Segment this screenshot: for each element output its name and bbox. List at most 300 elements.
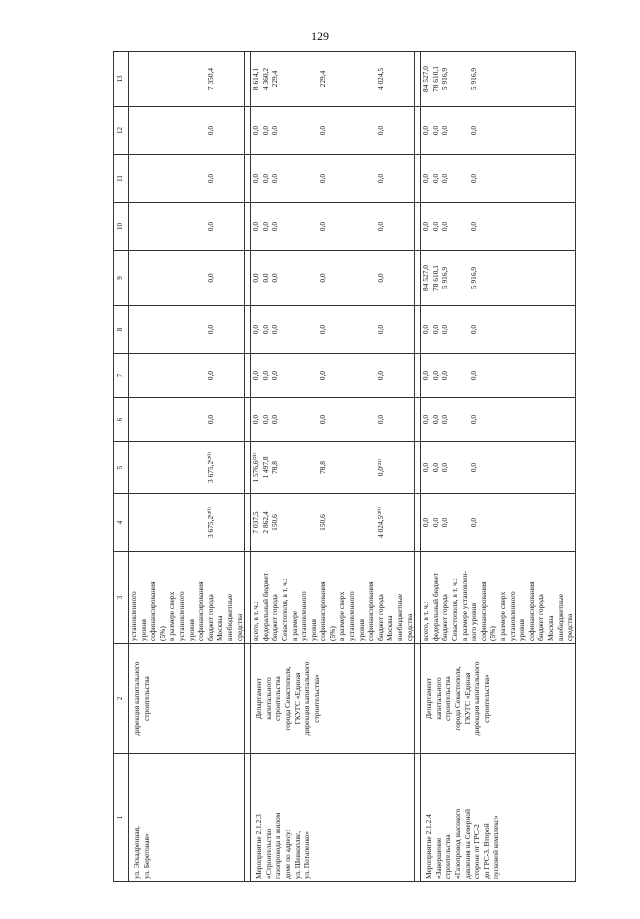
value-line xyxy=(536,157,546,200)
value-line xyxy=(479,54,489,104)
value-line xyxy=(337,157,347,200)
value-line xyxy=(148,356,158,395)
text-line: строительства xyxy=(443,834,453,879)
value-cell-col-4 xyxy=(251,494,415,552)
value-line xyxy=(357,444,367,491)
value-line xyxy=(196,205,206,248)
value-line xyxy=(556,444,566,491)
value-line: 150,6 xyxy=(270,514,280,531)
value-line xyxy=(177,157,187,200)
value-line xyxy=(299,54,309,104)
value-line xyxy=(158,308,168,351)
value-line: 0,0 xyxy=(251,370,261,381)
value-cell-col-13 xyxy=(421,52,576,107)
value-line xyxy=(385,54,395,104)
text-line: федеральный бюджет xyxy=(260,572,270,641)
value-line: 78,8 xyxy=(318,461,328,474)
value-cell-col-11 xyxy=(251,155,415,203)
value-line xyxy=(139,400,149,439)
value-line: 4 024,5 xyxy=(375,67,385,91)
value-line: 0,0 xyxy=(205,324,215,335)
value-line xyxy=(405,308,415,351)
value-line xyxy=(479,308,489,351)
value-line xyxy=(527,444,537,491)
text-line: в размере сверх xyxy=(337,591,347,641)
value-line xyxy=(527,205,537,248)
col-header-2: 2 xyxy=(114,644,129,754)
value-line xyxy=(498,253,508,303)
text-line: доме по адресу: xyxy=(282,829,292,879)
value-line xyxy=(488,308,498,351)
value-line: 78,8 xyxy=(270,461,280,474)
value-line xyxy=(460,444,470,491)
value-line xyxy=(299,496,309,549)
value-line xyxy=(337,308,347,351)
value-line xyxy=(347,109,357,152)
text-line: бюджет города xyxy=(536,594,546,641)
value-line xyxy=(158,157,168,200)
text-line: федеральный бюджет xyxy=(430,572,440,641)
value-line xyxy=(395,400,405,439)
value-line xyxy=(488,356,498,395)
value-line xyxy=(148,205,158,248)
text-line: установленного xyxy=(129,591,138,641)
value-line xyxy=(225,308,235,351)
value-line xyxy=(299,109,309,152)
value-line xyxy=(328,444,338,491)
text-line: города Севастополя, xyxy=(282,666,292,731)
value-line xyxy=(139,253,149,303)
value-line xyxy=(328,308,338,351)
value-line: 0,0 xyxy=(260,324,270,335)
value-line xyxy=(299,157,309,200)
value-line xyxy=(460,157,470,200)
value-line xyxy=(357,253,367,303)
value-line xyxy=(450,109,460,152)
value-line xyxy=(177,400,187,439)
value-line xyxy=(280,308,290,351)
value-line: 0,0 xyxy=(270,173,280,184)
text-line: средства xyxy=(565,613,575,641)
text-line: пусковой комплекс» xyxy=(491,815,501,879)
value-line xyxy=(215,356,225,395)
value-line: 0,0 xyxy=(205,273,215,283)
value-line xyxy=(357,157,367,200)
value-line xyxy=(129,157,139,200)
value-line xyxy=(167,496,177,549)
value-line xyxy=(556,205,566,248)
text-line: внебюджетные xyxy=(224,593,234,641)
value-line xyxy=(167,54,177,104)
funding-source-cell xyxy=(129,552,245,644)
value-line xyxy=(460,400,470,439)
value-line xyxy=(290,400,300,439)
value-line xyxy=(357,496,367,549)
value-line: 78 610,1 xyxy=(430,66,440,92)
value-cell-col-5 xyxy=(251,442,415,494)
text-line: бюджет города xyxy=(270,594,280,641)
value-line xyxy=(167,400,177,439)
value-line xyxy=(498,496,508,549)
value-line xyxy=(215,157,225,200)
value-line: 0,0 xyxy=(430,125,440,136)
value-line xyxy=(177,356,187,395)
value-line: 5 916,9 xyxy=(469,67,479,91)
text-line: ул. Потапенко» xyxy=(302,831,312,879)
value-line xyxy=(395,356,405,395)
value-line xyxy=(299,356,309,395)
value-line: 0,0 xyxy=(440,517,450,528)
text-line: установленного xyxy=(347,591,357,641)
value-line xyxy=(405,54,415,104)
col-header-11: 11 xyxy=(114,155,129,203)
text-line: ГКУГС «Единая xyxy=(292,672,302,725)
value-line xyxy=(556,54,566,104)
value-line xyxy=(158,205,168,248)
value-line xyxy=(536,253,546,303)
value-line xyxy=(498,308,508,351)
rotated-table-container xyxy=(113,52,580,882)
value-line xyxy=(460,356,470,395)
text-line: Москвы xyxy=(215,615,225,641)
value-line xyxy=(347,54,357,104)
value-line xyxy=(508,54,518,104)
value-line xyxy=(546,54,556,104)
value-line xyxy=(167,205,177,248)
text-line: установленного xyxy=(176,591,186,641)
text-line: строительства» xyxy=(311,674,321,723)
value-line xyxy=(450,253,460,303)
value-line xyxy=(177,205,187,248)
value-line: 0,0 xyxy=(440,414,450,425)
value-line xyxy=(235,444,245,491)
text-line: бюджет города xyxy=(205,594,215,641)
value-line xyxy=(187,109,197,152)
value-line xyxy=(299,205,309,248)
value-line: 0,0 xyxy=(318,273,328,283)
value-line xyxy=(309,356,319,395)
value-line xyxy=(517,356,527,395)
value-line xyxy=(280,496,290,549)
value-line xyxy=(395,496,405,549)
value-line xyxy=(139,54,149,104)
value-line xyxy=(357,356,367,395)
value-line xyxy=(508,496,518,549)
value-line xyxy=(498,109,508,152)
page-number: 129 xyxy=(311,29,329,43)
value-line xyxy=(405,157,415,200)
value-line xyxy=(235,356,245,395)
value-line xyxy=(299,400,309,439)
value-line xyxy=(187,444,197,491)
value-line xyxy=(148,109,158,152)
value-cell-col-12 xyxy=(421,107,576,155)
text-line: ул. Шевкопляс, xyxy=(292,830,302,879)
value-cell-col-4 xyxy=(421,494,576,552)
value-cell-col-8 xyxy=(129,306,245,354)
value-line xyxy=(479,356,489,395)
value-line xyxy=(366,400,376,439)
col-header-8: 8 xyxy=(114,306,129,354)
value-line xyxy=(479,205,489,248)
value-line: 0,0 xyxy=(318,324,328,335)
value-line xyxy=(405,400,415,439)
value-line xyxy=(347,444,357,491)
value-line xyxy=(280,253,290,303)
col-header-5: 5 xyxy=(114,442,129,494)
col-header-10: 10 xyxy=(114,203,129,251)
text-line: строительства» xyxy=(481,674,491,723)
value-line xyxy=(158,444,168,491)
value-line: 0,0 xyxy=(270,324,280,335)
value-line xyxy=(498,157,508,200)
value-line: 5 916,9 xyxy=(440,266,450,290)
value-line: 150,6 xyxy=(318,514,328,531)
value-line xyxy=(527,253,537,303)
value-line: 0,0 xyxy=(421,324,431,335)
value-line xyxy=(479,444,489,491)
value-cell-col-12 xyxy=(129,107,245,155)
value-line xyxy=(546,444,556,491)
value-cell-col-11 xyxy=(129,155,245,203)
value-line xyxy=(215,54,225,104)
value-line xyxy=(546,308,556,351)
value-line xyxy=(385,308,395,351)
value-line xyxy=(508,444,518,491)
value-line xyxy=(215,205,225,248)
value-line xyxy=(309,444,319,491)
value-line xyxy=(498,205,508,248)
value-line xyxy=(290,157,300,200)
text-line: в размере сверх xyxy=(167,591,177,641)
value-line xyxy=(460,109,470,152)
value-line: 0,0⁽²¹⁾ xyxy=(375,458,385,477)
value-line xyxy=(280,54,290,104)
value-line xyxy=(395,444,405,491)
value-line: 0,0 xyxy=(430,173,440,184)
value-line xyxy=(129,253,139,303)
value-line xyxy=(148,157,158,200)
value-line xyxy=(405,253,415,303)
value-line xyxy=(299,253,309,303)
value-line xyxy=(196,356,206,395)
value-line xyxy=(167,157,177,200)
value-line xyxy=(328,253,338,303)
value-line xyxy=(385,356,395,395)
value-cell-col-11 xyxy=(421,155,576,203)
value-cell-col-6 xyxy=(129,398,245,442)
value-line xyxy=(450,308,460,351)
value-line xyxy=(328,400,338,439)
value-line xyxy=(280,444,290,491)
table-row xyxy=(129,52,245,882)
value-line xyxy=(337,400,347,439)
value-line xyxy=(565,157,575,200)
value-line xyxy=(280,157,290,200)
text-line: в размере сверх xyxy=(497,591,507,641)
value-line: 0,0 xyxy=(251,273,261,283)
value-line xyxy=(215,400,225,439)
col-header-1: 1 xyxy=(114,754,129,882)
value-line: 1 576,6⁽²¹⁾ xyxy=(251,452,261,483)
value-line: 0,0 xyxy=(318,414,328,425)
value-line: 0,0 xyxy=(469,414,479,425)
value-line: 7 350,4 xyxy=(205,67,215,91)
value-line xyxy=(177,109,187,152)
value-line xyxy=(139,496,149,549)
value-line xyxy=(337,253,347,303)
text-line: софинансирования xyxy=(478,581,488,641)
value-line xyxy=(215,253,225,303)
value-line xyxy=(385,400,395,439)
value-line xyxy=(235,253,245,303)
value-line: 8 614,1 xyxy=(251,67,261,91)
value-line: 3 675,2⁽²⁰⁾ xyxy=(205,507,215,538)
value-line xyxy=(139,308,149,351)
value-line xyxy=(187,496,197,549)
funding-source-cell xyxy=(421,552,576,644)
value-line xyxy=(366,205,376,248)
value-line: 0,0 xyxy=(430,324,440,335)
value-line: 0,0 xyxy=(205,370,215,381)
value-line xyxy=(488,109,498,152)
text-line: Мероприятие 2.1.2.3 xyxy=(254,814,264,879)
value-line xyxy=(366,496,376,549)
value-line xyxy=(309,205,319,248)
text-line: дирекция капитального xyxy=(132,661,141,736)
value-line xyxy=(196,400,206,439)
value-line: 0,0 xyxy=(430,221,440,232)
value-line: 0,0 xyxy=(251,324,261,335)
responsible-executor-cell xyxy=(129,644,245,754)
value-line: 0,0 xyxy=(440,173,450,184)
text-line: дирекция капитального xyxy=(472,661,482,736)
value-cell-col-10 xyxy=(421,203,576,251)
value-line xyxy=(508,109,518,152)
value-line xyxy=(280,109,290,152)
text-line: ул. Эскадренная, xyxy=(132,826,141,879)
value-line xyxy=(337,205,347,248)
value-line xyxy=(215,109,225,152)
value-line xyxy=(450,444,460,491)
value-line xyxy=(148,253,158,303)
text-line: Департамент xyxy=(424,678,434,719)
col-header-7: 7 xyxy=(114,354,129,398)
value-line: 0,0 xyxy=(270,221,280,232)
value-line: 0,0 xyxy=(260,273,270,283)
value-line: 0,0 xyxy=(251,221,261,232)
value-line xyxy=(187,205,197,248)
value-line xyxy=(488,496,498,549)
value-line xyxy=(129,356,139,395)
value-line xyxy=(235,54,245,104)
object-name-cell xyxy=(129,754,245,882)
value-cell-col-10 xyxy=(251,203,415,251)
value-line xyxy=(177,496,187,549)
value-line: 0,0 xyxy=(375,370,385,381)
text-line: Москвы xyxy=(385,615,395,641)
value-cell-col-5 xyxy=(129,442,245,494)
value-line xyxy=(395,157,405,200)
value-line: 0,0 xyxy=(375,173,385,184)
value-line xyxy=(235,308,245,351)
text-line: стороне от ГРС-2 xyxy=(472,824,482,879)
value-line xyxy=(225,54,235,104)
value-line xyxy=(385,157,395,200)
text-line: средства xyxy=(404,613,414,641)
text-line: уровня xyxy=(356,619,366,641)
value-line xyxy=(536,54,546,104)
text-line: ГКУГС «Единая xyxy=(462,672,472,725)
text-line: (5%) xyxy=(327,626,337,641)
value-line xyxy=(536,496,546,549)
value-line: 229,4 xyxy=(270,70,280,88)
value-line: 0,0 xyxy=(205,125,215,136)
text-line: уровня xyxy=(517,619,527,641)
value-line: 0,0 xyxy=(318,125,328,136)
value-line xyxy=(309,400,319,439)
value-line xyxy=(225,253,235,303)
value-line xyxy=(196,253,206,303)
value-line xyxy=(290,496,300,549)
value-line xyxy=(167,253,177,303)
value-line xyxy=(177,444,187,491)
value-line: 1 497,8 xyxy=(260,456,270,479)
value-line xyxy=(536,205,546,248)
value-cell-col-13 xyxy=(251,52,415,107)
value-line xyxy=(556,496,566,549)
col-header-9: 9 xyxy=(114,251,129,306)
value-line xyxy=(187,356,197,395)
value-cell-col-7 xyxy=(251,354,415,398)
value-line: 0,0 xyxy=(318,370,328,381)
value-line xyxy=(556,308,566,351)
text-line: в размере xyxy=(289,610,299,641)
value-line xyxy=(527,496,537,549)
value-line: 0,0 xyxy=(440,462,450,473)
value-line xyxy=(460,496,470,549)
value-line xyxy=(395,109,405,152)
value-line xyxy=(395,54,405,104)
text-line: строительства xyxy=(443,676,453,721)
text-line: «Строительство xyxy=(263,828,273,879)
value-line: 5 916,9 xyxy=(469,266,479,290)
value-line xyxy=(280,205,290,248)
text-line: софинансирования xyxy=(148,581,158,641)
text-line: капитального xyxy=(433,677,443,720)
value-cell-col-9 xyxy=(421,251,576,306)
value-line xyxy=(187,253,197,303)
value-line xyxy=(565,253,575,303)
text-line: софинансирования xyxy=(318,581,328,641)
table-row xyxy=(421,52,576,882)
value-line xyxy=(450,400,460,439)
value-line xyxy=(450,205,460,248)
value-line xyxy=(225,400,235,439)
value-line xyxy=(536,308,546,351)
value-line xyxy=(517,400,527,439)
value-line xyxy=(536,109,546,152)
value-line xyxy=(235,205,245,248)
value-line: 0,0 xyxy=(440,221,450,232)
value-line xyxy=(488,400,498,439)
value-line xyxy=(460,54,470,104)
value-line xyxy=(225,444,235,491)
value-line: 0,0 xyxy=(260,221,270,232)
value-line xyxy=(196,496,206,549)
value-line: 0,0 xyxy=(469,324,479,335)
text-line: газопровода в жилом xyxy=(273,812,283,879)
